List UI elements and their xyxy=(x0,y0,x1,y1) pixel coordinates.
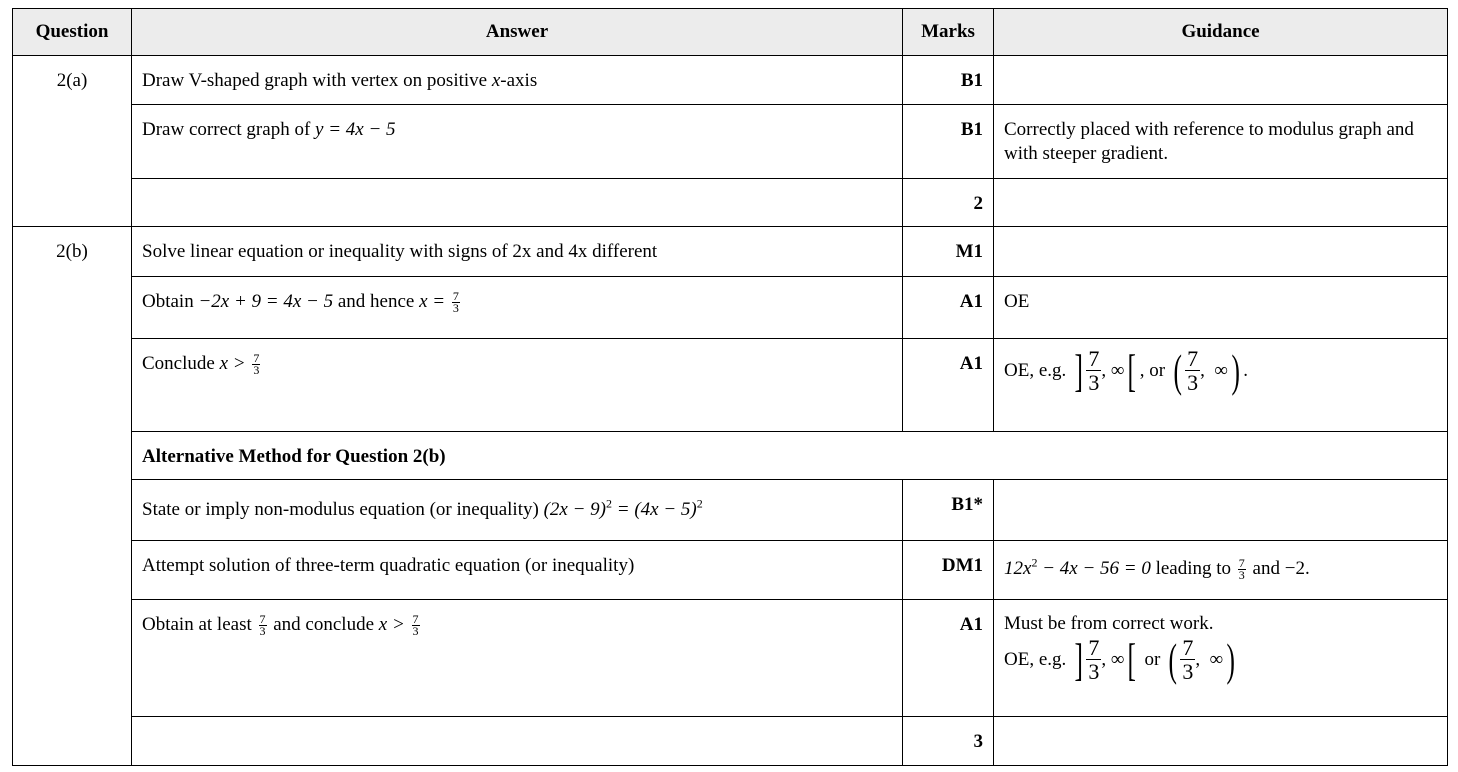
fraction: $\frac{7}{3}$ xyxy=(253,351,260,378)
marks-cell: A1 xyxy=(903,339,994,432)
guidance-cell: Correctly placed with reference to modulus graph and with steeper gradient. xyxy=(994,105,1448,179)
table-row xyxy=(13,56,1448,105)
guidance-cell xyxy=(994,227,1448,277)
marks-cell: DM1 xyxy=(903,541,994,600)
table-row xyxy=(13,277,1448,339)
answer-cell: Conclude x > $\frac{7}{3}$ xyxy=(132,339,903,432)
marks-cell: M1 xyxy=(903,227,994,277)
mark-scheme-table xyxy=(12,8,1448,766)
answer-cell xyxy=(132,179,903,227)
answer-cell: Draw correct graph of y = 4x − 5 xyxy=(132,105,903,179)
marks-cell: B1 xyxy=(903,56,994,105)
fraction: 7 3 xyxy=(1182,635,1194,684)
fraction: $\frac{7}{3}$ xyxy=(259,612,266,639)
answer-cell xyxy=(132,717,903,766)
guidance-cell: Must be from correct work. OE, e.g. ] 7 3 , ∞ [ or ( 7 3 , ∞ ) xyxy=(994,600,1448,717)
table-row xyxy=(13,339,1448,432)
header-answer: Answer xyxy=(132,9,903,56)
answer-cell: Attempt solution of three-term quadratic equation (or inequality) xyxy=(132,541,903,600)
answer-cell: Obtain at least $\frac{7}{3}$ and conclude x > $\frac{7}{3}$ xyxy=(132,600,903,717)
fraction: 7 3 xyxy=(1088,346,1100,395)
marks-cell: A1 xyxy=(903,277,994,339)
guidance-cell: OE, e.g. ] 7 3 , ∞ [ , or ( 7 3 , ∞ ) . xyxy=(994,339,1448,432)
answer-cell: State or imply non-modulus equation (or inequality) $(2x - 9)^2 = (4x - 5)^2$ xyxy=(132,480,903,541)
fraction: $\frac{7}{3}$ xyxy=(1238,556,1245,583)
table-row xyxy=(13,105,1448,179)
guidance-cell xyxy=(994,56,1448,105)
table-row xyxy=(13,541,1448,600)
marks-total: 2 xyxy=(903,179,994,227)
header-row xyxy=(13,9,1448,56)
question-label-2a: 2(a) xyxy=(13,56,132,227)
guidance-cell: OE xyxy=(994,277,1448,339)
fraction: $\frac{7}{3}$ xyxy=(412,612,419,639)
header-question: Question xyxy=(13,9,132,56)
marks-total: 3 xyxy=(903,717,994,766)
marks-cell: A1 xyxy=(903,600,994,717)
fraction: $\frac{7}{3}$ xyxy=(452,289,459,316)
answer-cell: Obtain −2x + 9 = 4x − 5 and hence x = $\frac{7}{3}$ xyxy=(132,277,903,339)
fraction: 7 3 xyxy=(1088,635,1100,684)
marks-cell: B1 xyxy=(903,105,994,179)
table-row xyxy=(13,480,1448,541)
table-row xyxy=(13,179,1448,227)
alternative-method-heading: Alternative Method for Question 2(b) xyxy=(132,432,1448,480)
answer-cell: Draw V-shaped graph with vertex on positive x-axis xyxy=(132,56,903,105)
table-row xyxy=(13,600,1448,717)
header-guidance: Guidance xyxy=(994,9,1448,56)
table-row xyxy=(13,432,1448,480)
fraction: 7 3 xyxy=(1187,346,1199,395)
guidance-cell: $12x^2 - 4x - 56 = 0$ leading to $\frac{7}{3}$ and −2. xyxy=(994,541,1448,600)
answer-cell: Solve linear equation or inequality with signs of 2x and 4x different xyxy=(132,227,903,277)
table-row xyxy=(13,717,1448,766)
guidance-cell xyxy=(994,480,1448,541)
question-label-2b: 2(b) xyxy=(13,227,132,766)
guidance-cell xyxy=(994,717,1448,766)
table-row xyxy=(13,227,1448,277)
guidance-cell xyxy=(994,179,1448,227)
marks-cell: B1* xyxy=(903,480,994,541)
header-marks: Marks xyxy=(903,9,994,56)
